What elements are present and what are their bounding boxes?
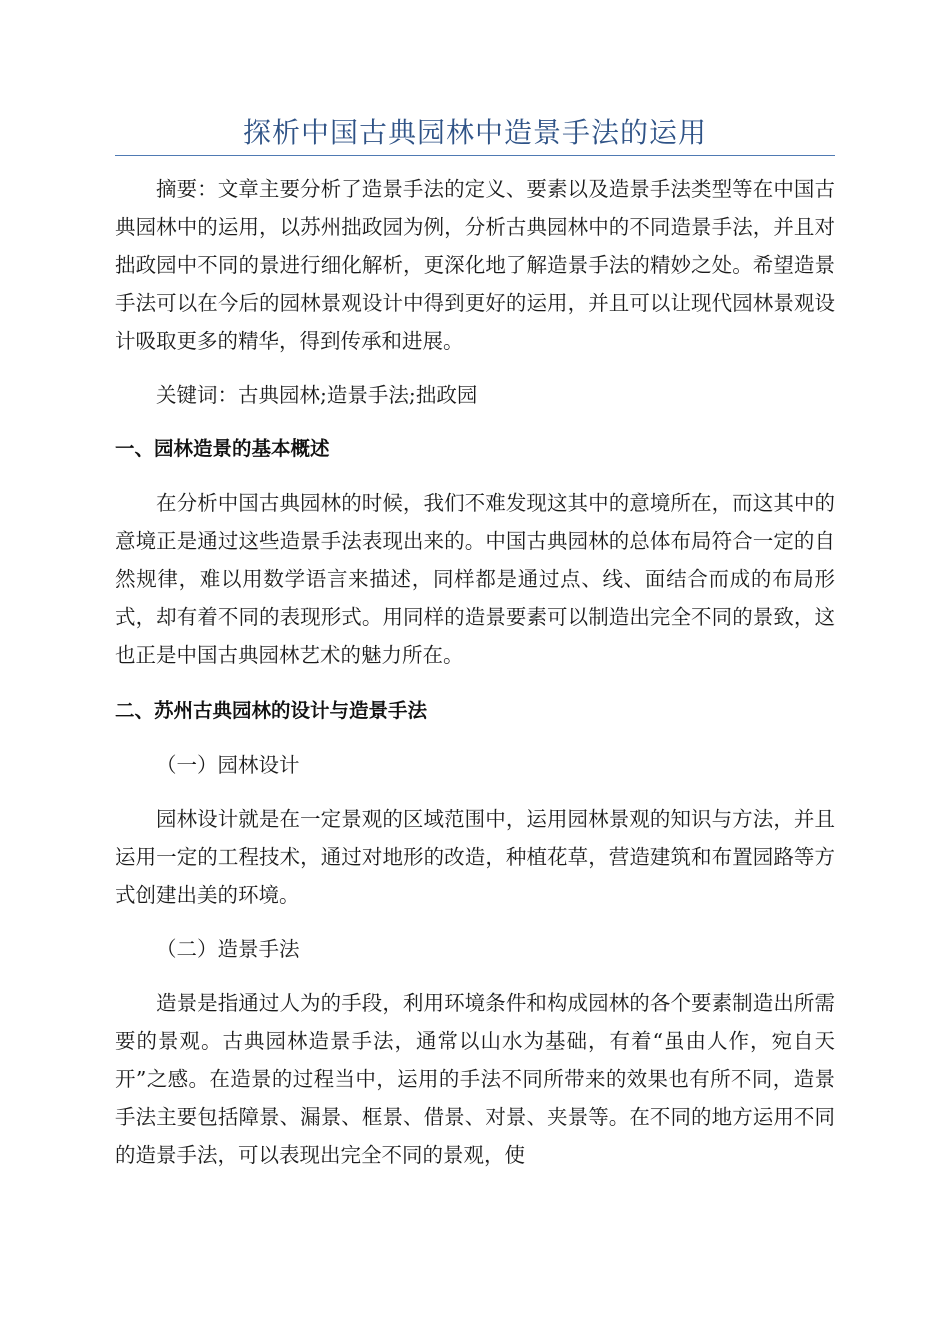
section-1-paragraph: 在分析中国古典园林的时候，我们不难发现这其中的意境所在，而这其中的意境正是通过这些造景手法表现出来的。中国古典园林的总体布局符合一定的自然规律，难以用数学语言来描述，同样都是通过点、线、面结合而成的布局形式，却有着不同的表现形式。用同样的造景要素可以制造出完全不同的景致，这也正是中国古典园林艺术的魅力所在。	[115, 491, 835, 667]
keywords-line: 关键词：古典园林;造景手法;拙政园	[156, 383, 478, 407]
document-body	[115, 170, 835, 1174]
subsection-1-heading: （一）园林设计	[156, 753, 300, 777]
title-underline	[115, 155, 835, 156]
abstract-paragraph: 摘要：文章主要分析了造景手法的定义、要素以及造景手法类型等在中国古典园林中的运用，以苏州拙政园为例，分析古典园林中的不同造景手法，并且对拙政园中不同的景进行细化解析，更深化地了解造景手法的精妙之处。希望造景手法可以在今后的园林景观设计中得到更好的运用，并且可以让现代园林景观设计吸取更多的精华，得到传承和进展。	[115, 177, 835, 353]
document-title: 探析中国古典园林中造景手法的运用	[242, 116, 707, 149]
subsection-2-heading: （二）造景手法	[156, 937, 300, 961]
section-1-heading: 一、园林造景的基本概述	[115, 437, 330, 460]
section-2-heading: 二、苏州古典园林的设计与造景手法	[115, 699, 428, 722]
subsection-1-paragraph: 园林设计就是在一定景观的区域范围中，运用园林景观的知识与方法，并且运用一定的工程技术，通过对地形的改造，种植花草，营造建筑和布置园路等方式创建出美的环境。	[115, 807, 835, 907]
subsection-2-paragraph: 造景是指通过人为的手段，利用环境条件和构成园林的各个要素制造出所需要的景观。古典园林造景手法，通常以山水为基础，有着“虽由人作，宛自天开”之感。在造景的过程当中，运用的手法不同所带来的效果也有所不同，造景手法主要包括障景、漏景、框景、借景、对景、夹景等。在不同的地方运用不同的造景手法，可以表现出完全不同的景观，使	[115, 991, 835, 1167]
